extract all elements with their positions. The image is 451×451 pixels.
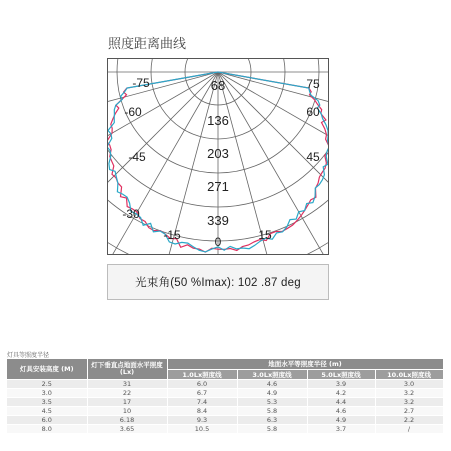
- table-cell: 4.9: [307, 416, 375, 425]
- table-cell: 3.9: [307, 380, 375, 389]
- table-cell: 2.2: [375, 416, 443, 425]
- angle-label-15: 15: [258, 228, 272, 242]
- table-cell: 6.3: [237, 416, 307, 425]
- table-cell: 3.2: [375, 389, 443, 398]
- table-cell: 4.2: [307, 389, 375, 398]
- radial-label-271: 271: [207, 179, 229, 194]
- illuminance-table: [7, 359, 444, 434]
- table-cell: 8.0: [7, 425, 87, 434]
- table-cell: 17: [87, 398, 167, 407]
- angle-label-0: 0: [214, 235, 222, 249]
- table-cell: 4.9: [237, 389, 307, 398]
- table-cell: 22: [87, 389, 167, 398]
- polar-chart-svg: [107, 58, 329, 255]
- table-cell: 7.4: [167, 398, 237, 407]
- header-radius-10lx: 10.0Lx照度线: [375, 370, 443, 380]
- table-cell: 2.7: [375, 407, 443, 416]
- table-cell: 4.6: [307, 407, 375, 416]
- table-cell: 10: [87, 407, 167, 416]
- header-radius-3lx: 3.0Lx照度线: [237, 370, 307, 380]
- table-cell: 4.5: [7, 407, 87, 416]
- table-cell: 8.4: [167, 407, 237, 416]
- table-cell: 3.7: [307, 425, 375, 434]
- beam-angle-box: [107, 264, 329, 300]
- header-center-illuminance: 灯下垂直点地面水平照度 (Lx): [87, 359, 167, 380]
- table-cell: 5.8: [237, 407, 307, 416]
- table-row: [7, 416, 443, 425]
- angle-label-45: 45: [306, 150, 320, 164]
- table-cell: 6.0: [7, 416, 87, 425]
- table-row: [7, 398, 443, 407]
- table-cell: 31: [87, 380, 167, 389]
- table-cell: 9.3: [167, 416, 237, 425]
- table-row: [7, 407, 443, 416]
- table-cell: 6.7: [167, 389, 237, 398]
- table-cell: 6.0: [167, 380, 237, 389]
- table-cell: 4.6: [237, 380, 307, 389]
- polar-distribution-chart: [107, 58, 329, 255]
- chart-title: 照度距离曲线: [108, 36, 187, 51]
- table-cell: 5.8: [237, 425, 307, 434]
- angle-label-neg60: -60: [124, 105, 142, 119]
- radial-label-136: 136: [207, 113, 229, 128]
- header-radius-1lx: 1.0Lx照度线: [167, 370, 237, 380]
- header-radius-group: 地面水平等照度半径 (m): [167, 359, 443, 370]
- table-cell: 3.2: [375, 398, 443, 407]
- table-cell: 3.0: [375, 380, 443, 389]
- table-cell: 3.5: [7, 398, 87, 407]
- table-title: 灯具等照度半径: [7, 353, 50, 359]
- table-cell: 2.5: [7, 380, 87, 389]
- angle-label-75: 75: [306, 77, 320, 91]
- radial-label-68: 68: [210, 78, 226, 93]
- table-cell: 6.18: [87, 416, 167, 425]
- table-cell: 10.5: [167, 425, 237, 434]
- header-install-height: 灯具安装高度 (M): [7, 359, 87, 380]
- table-cell: /: [375, 425, 443, 434]
- table-row: [7, 380, 443, 389]
- table-cell: 4.4: [307, 398, 375, 407]
- table-cell: 3.0: [7, 389, 87, 398]
- table-row: [7, 389, 443, 398]
- radial-label-339: 339: [207, 213, 229, 228]
- angle-label-neg15: -15: [163, 228, 181, 242]
- radial-label-203: 203: [207, 146, 229, 161]
- beam-angle-text: 光束角(50 %Imax): 102 .87 deg: [135, 277, 301, 289]
- header-radius-5lx: 5.0Lx照度线: [307, 370, 375, 380]
- table-cell: 3.65: [87, 425, 167, 434]
- table-cell: 5.3: [237, 398, 307, 407]
- angle-label-neg45: -45: [128, 150, 146, 164]
- table-row: [7, 425, 443, 434]
- angle-label-60: 60: [306, 105, 320, 119]
- angle-label-neg30: -30: [122, 207, 140, 221]
- angle-label-neg75: -75: [132, 76, 150, 90]
